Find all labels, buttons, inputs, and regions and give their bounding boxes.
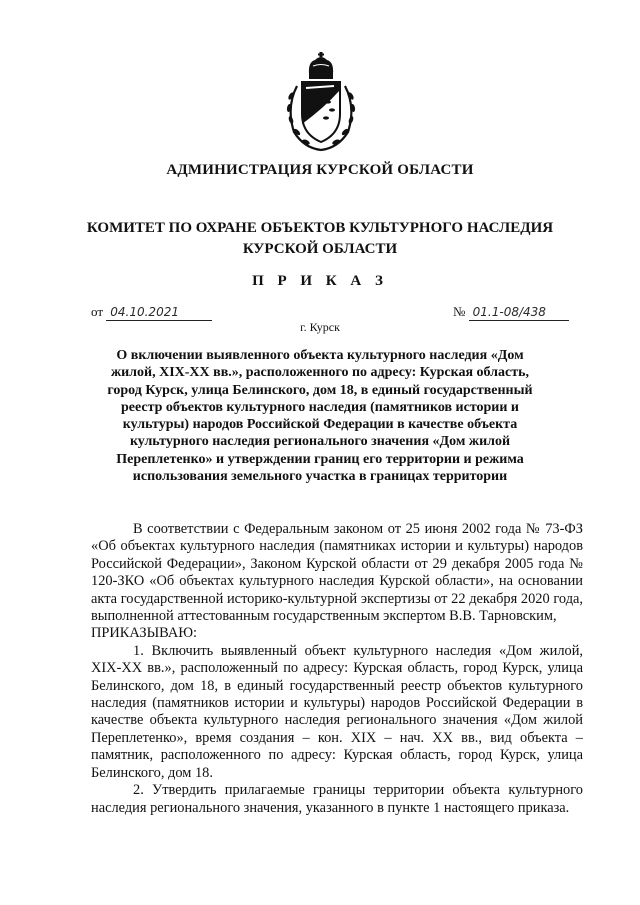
order-item-1: 1. Включить выявленный объект культурного наследия «Дом жилой, XIX-XX вв.», расположенный по адресу: Курская область, город Курск, улица Белинского, дом 18, в единый государственный реестр объектов культурного наследия (памятников истории и культуры) народов Российской Федерации в качестве объекта культурного наследия регионального значения «Дом жилой Переплетенко», время создания – кон. XIX – нач. XX вв., вид объекта – памятник, расположенного по адресу: Курская область, город Курск, улица Белинского, дом 18. bbox=[91, 642, 583, 781]
committee-heading-line1: КОМИТЕТ ПО ОХРАНЕ ОБЪЕКТОВ КУЛЬТУРНОГО НАСЛЕДИЯ bbox=[86, 220, 554, 236]
coat-of-arms-emblem bbox=[282, 52, 360, 152]
number-handwritten: 01.1-08/438 bbox=[469, 305, 569, 321]
document-type-title: П Р И К А З bbox=[252, 273, 388, 289]
administration-heading: АДМИНИСТРАЦИЯ КУРСКОЙ ОБЛАСТИ bbox=[166, 162, 474, 178]
committee-heading bbox=[0, 218, 640, 260]
order-date bbox=[91, 304, 212, 321]
order-number bbox=[453, 304, 569, 321]
order-item-2: 2. Утвердить прилагаемые границы территории объекта культурного наследия регионального значения, указанного в пункте 1 настоящего приказа. bbox=[91, 782, 583, 816]
city-line: г. Курск bbox=[300, 320, 340, 334]
committee-heading-line2: КУРСКОЙ ОБЛАСТИ bbox=[242, 241, 398, 257]
order-body bbox=[91, 521, 583, 817]
order-subject: О включении выявленного объекта культурного наследия «Дом жилой, XIX-XX вв.», расположенного по адресу: Курская область, город Курск, улица Белинского, дом 18, в единый государственный реестр объектов культурного наследия (памятников истории и культуры) народов Российской Федерации в качестве объекта культурного наследия регионального значения «Дом жилой Переплетенко» и утверждении границ его территории и режима использования земельного участка в границах территории bbox=[107, 348, 533, 485]
number-prefix: № bbox=[453, 304, 466, 319]
date-handwritten: 04.10.2021 bbox=[106, 305, 212, 321]
preamble-paragraph: В соответствии с Федеральным законом от 25 июня 2002 года № 73-ФЗ «Об объектах культурного наследия (памятниках истории и культуры) народов Российской Федерации», Законом Курской области от 29 декабря 2005 года № 120-ЗКО «Об объектах культурного наследия Курской области», на основании акта государственной историко-культурной экспертизы от 22 декабря 2020 года, выполненной аттестованным государственным экспертом В.В. Тарновским, bbox=[91, 521, 583, 625]
crown-icon bbox=[309, 52, 333, 79]
orders-word: ПРИКАЗЫВАЮ: bbox=[91, 625, 198, 642]
date-prefix: от bbox=[91, 304, 104, 319]
